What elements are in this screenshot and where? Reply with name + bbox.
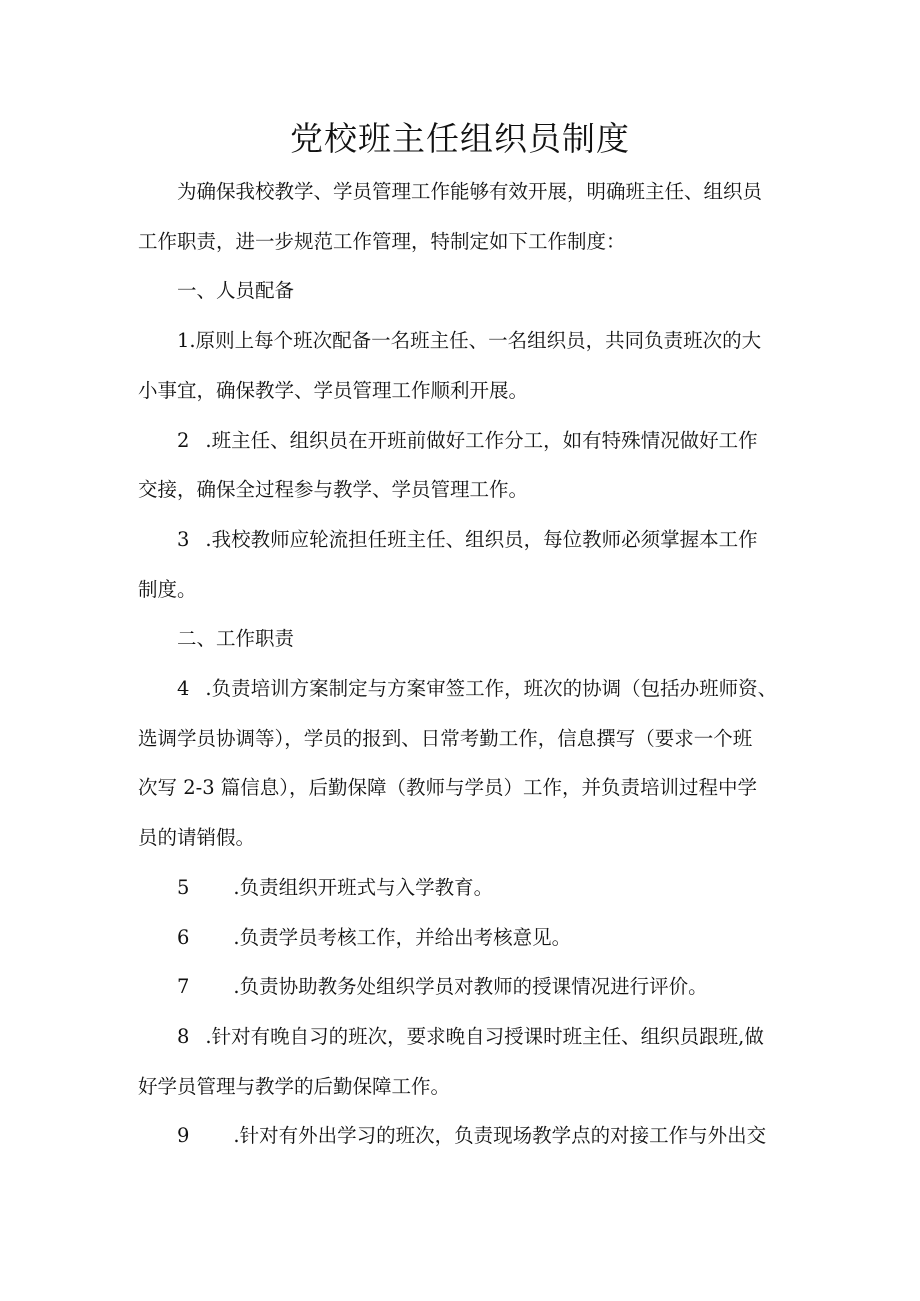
item-7-paragraph bbox=[138, 962, 788, 1012]
item-1-line-2: 小事宜，确保教学、学员管理工作顺利开展。 bbox=[138, 378, 529, 402]
item-1-line-1: 1.原则上每个班次配备一名班主任、一名组织员，共同负责班次的大 bbox=[177, 329, 762, 353]
intro-line-2: 工作职责，进一步规范工作管理，特制定如下工作制度： bbox=[138, 229, 626, 253]
intro-line-1: 为确保我校教学、学员管理工作能够有效开展，明确班主任、组织员 bbox=[177, 180, 763, 203]
section-1-heading bbox=[138, 266, 788, 316]
intro-paragraph bbox=[138, 167, 788, 266]
item-7-text: .负责协助教务处组织学员对教师的授课情况进行评价。 bbox=[233, 975, 708, 999]
item-4-text-1: .负责培训方案制定与方案审签工作，班次的协调（包括办班师资、 bbox=[205, 677, 778, 701]
item-3-line-2: 制度。 bbox=[138, 577, 197, 601]
item-2-line-1 bbox=[138, 416, 788, 466]
item-8-paragraph bbox=[138, 1012, 788, 1111]
item-2-paragraph bbox=[138, 416, 788, 515]
item-3-paragraph bbox=[138, 515, 788, 614]
item-4-paragraph bbox=[138, 664, 788, 863]
item-4-line-4: 员的请销假。 bbox=[138, 826, 256, 850]
item-2-number: 2 bbox=[177, 428, 190, 452]
item-6-number: 6 bbox=[177, 925, 190, 949]
section-2-heading-text: 二、工作职责 bbox=[177, 627, 295, 651]
item-3-line-1 bbox=[138, 515, 788, 565]
section-1-heading-text: 一、人员配备 bbox=[177, 279, 295, 303]
item-4-line-3: 次写 2-3 篇信息），后勤保障（教师与学员）工作，并负责培训过程中学 bbox=[138, 776, 758, 800]
item-2-text-1: .班主任、组织员在开班前做好工作分工，如有特殊情况做好工作 bbox=[205, 428, 758, 452]
item-6-line-1 bbox=[138, 913, 788, 963]
item-9-paragraph bbox=[138, 1111, 788, 1161]
item-8-text-1: .针对有晚自习的班次，要求晚自习授课时班主任、组织员跟班,做 bbox=[205, 1024, 764, 1048]
item-4-line-1 bbox=[138, 664, 788, 714]
item-4-line-2: 选调学员协调等），学员的报到、日常考勤工作，信息撰写（要求一个班 bbox=[138, 726, 753, 750]
item-9-number: 9 bbox=[177, 1124, 190, 1148]
item-5-text: .负责组织开班式与入学教育。 bbox=[233, 875, 494, 899]
item-7-line-1 bbox=[138, 962, 788, 1012]
document-title: 党校班主任组织员制度 bbox=[290, 119, 630, 158]
item-4-number: 4 bbox=[177, 677, 190, 701]
item-8-number: 8 bbox=[177, 1024, 190, 1048]
item-1-paragraph bbox=[138, 316, 788, 415]
section-2-heading bbox=[138, 614, 788, 664]
document-body bbox=[138, 167, 788, 1161]
item-8-line-1 bbox=[138, 1012, 788, 1062]
item-5-paragraph bbox=[138, 863, 788, 913]
item-5-number: 5 bbox=[177, 875, 190, 899]
item-2-line-2: 交接，确保全过程参与教学、学员管理工作。 bbox=[138, 478, 529, 502]
item-3-number: 3 bbox=[177, 527, 190, 551]
item-9-line-1 bbox=[138, 1111, 788, 1161]
item-6-text: .负责学员考核工作，并给出考核意见。 bbox=[233, 925, 572, 949]
item-5-line-1 bbox=[138, 863, 788, 913]
item-6-paragraph bbox=[138, 913, 788, 963]
item-3-text-1: .我校教师应轮流担任班主任、组织员，每位教师必须掌握本工作 bbox=[205, 527, 758, 551]
item-7-number: 7 bbox=[177, 975, 190, 999]
item-8-line-2: 好学员管理与教学的后勤保障工作。 bbox=[138, 1074, 451, 1098]
item-9-text: .针对有外出学习的班次，负责现场教学点的对接工作与外出交 bbox=[233, 1124, 767, 1148]
